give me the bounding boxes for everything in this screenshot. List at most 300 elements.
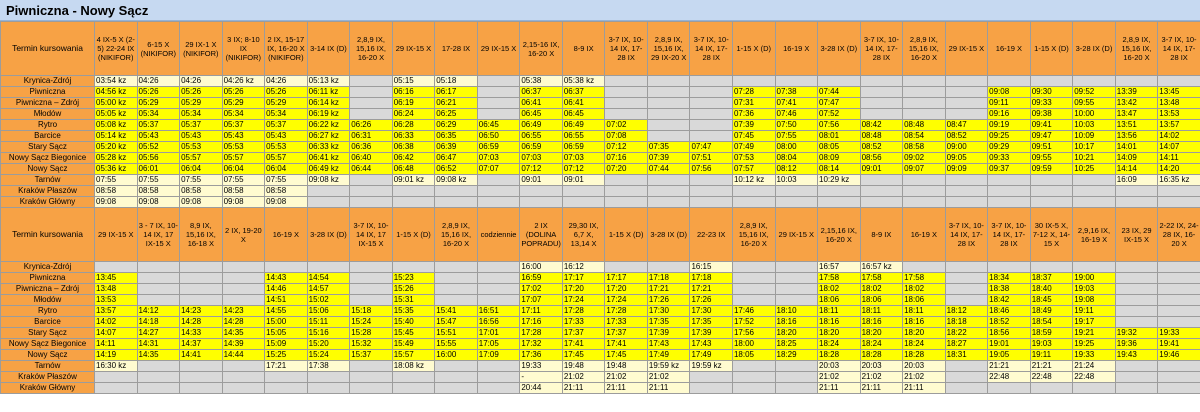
time-cell (435, 262, 478, 273)
time-cell (520, 197, 563, 208)
time-cell: 13:47 (1115, 109, 1158, 120)
time-cell: 09:08 kz (435, 175, 478, 186)
time-cell (647, 175, 690, 186)
time-cell: 06:33 (392, 131, 435, 142)
time-cell (520, 186, 563, 197)
time-cell (1158, 361, 1200, 372)
time-cell: 05:34 (180, 109, 223, 120)
time-cell (350, 273, 393, 284)
header-row (1, 208, 1200, 262)
time-cell: 09:08 (180, 197, 223, 208)
time-cell: 05:29 (222, 98, 265, 109)
time-cell: 17:49 (647, 350, 690, 361)
time-cell: 17:18 (690, 273, 733, 284)
time-cell: 17:24 (562, 295, 605, 306)
time-cell: 17:30 (647, 306, 690, 317)
time-cell (775, 273, 818, 284)
station-name: Młodów (1, 295, 95, 306)
column-header: 29 IX-15 X (95, 208, 138, 262)
time-cell (477, 273, 520, 284)
time-cell: 19:25 (1073, 339, 1116, 350)
column-header: 2 IX, 19-20 X (222, 208, 265, 262)
time-cell: 08:09 (818, 153, 861, 164)
time-cell: 07:38 (775, 87, 818, 98)
time-cell: 18:25 (775, 339, 818, 350)
time-cell: 15:25 (265, 350, 308, 361)
time-cell: 18:00 (732, 339, 775, 350)
time-cell: 17:09 (477, 350, 520, 361)
time-cell: 06:14 kz (307, 98, 350, 109)
time-cell: 19:17 (1073, 317, 1116, 328)
time-cell: 22:48 (1030, 372, 1073, 383)
time-cell (818, 197, 861, 208)
time-cell: 18:46 (988, 306, 1031, 317)
time-cell: 06:36 (350, 142, 393, 153)
time-cell: 16:00 (435, 350, 478, 361)
time-cell: 19:11 (1030, 350, 1073, 361)
time-cell: 16:15 (690, 262, 733, 273)
time-cell (307, 262, 350, 273)
time-cell: 05:34 (222, 109, 265, 120)
time-cell: 14:23 (180, 306, 223, 317)
time-cell: 14:51 (265, 295, 308, 306)
time-cell: 15:57 (392, 350, 435, 361)
time-cell: 17:35 (690, 317, 733, 328)
time-cell (180, 383, 223, 394)
time-cell: 09:51 (1030, 142, 1073, 153)
time-cell: 06:33 kz (307, 142, 350, 153)
station-name: Rytro (1, 120, 95, 131)
column-header: 2,8,9 IX, 15,16 IX, 16-20 X (1115, 22, 1158, 76)
time-cell: 17:41 (562, 339, 605, 350)
time-cell (477, 175, 520, 186)
time-cell: 08:58 (137, 186, 180, 197)
time-cell (392, 383, 435, 394)
time-cell (1030, 197, 1073, 208)
time-cell: 06:52 (435, 164, 478, 175)
time-cell: 05:08 kz (95, 120, 138, 131)
time-cell: 06:59 (520, 142, 563, 153)
time-cell: 18:05 (732, 350, 775, 361)
time-cell: 07:52 (818, 109, 861, 120)
time-cell: 09:08 (265, 197, 308, 208)
time-cell (265, 372, 308, 383)
time-cell: 07:20 (605, 164, 648, 175)
time-cell (350, 262, 393, 273)
station-name: Piwniczna (1, 87, 95, 98)
time-cell (690, 109, 733, 120)
time-cell: 06:29 (435, 120, 478, 131)
time-cell (647, 87, 690, 98)
time-cell: 15:45 (392, 328, 435, 339)
time-cell: 09:11 (988, 98, 1031, 109)
time-cell (350, 372, 393, 383)
time-cell: 08:12 (775, 164, 818, 175)
time-cell (988, 197, 1031, 208)
time-cell: 15:31 (392, 295, 435, 306)
time-cell: 14:41 (180, 350, 223, 361)
time-cell: 17:16 (520, 317, 563, 328)
time-cell (435, 273, 478, 284)
station-name: Barcice (1, 317, 95, 328)
time-cell: 07:12 (520, 164, 563, 175)
time-cell: 19:33 (1158, 328, 1200, 339)
time-cell (1115, 372, 1158, 383)
time-cell: 17:49 (690, 350, 733, 361)
time-cell (860, 175, 903, 186)
time-cell: 21:02 (860, 372, 903, 383)
time-cell (945, 383, 988, 394)
time-cell: 15:35 (392, 306, 435, 317)
time-cell (903, 175, 946, 186)
time-cell: 05:37 (222, 120, 265, 131)
time-cell (137, 284, 180, 295)
time-cell: 17:41 (605, 339, 648, 350)
time-cell (605, 87, 648, 98)
time-cell (180, 361, 223, 372)
time-cell (605, 175, 648, 186)
time-cell: 09:09 (945, 164, 988, 175)
time-cell (775, 361, 818, 372)
column-header: 3-7 IX, 10-14 IX, 17-28 IX (690, 22, 733, 76)
time-cell (477, 76, 520, 87)
time-cell (988, 262, 1031, 273)
time-cell: 17:38 (307, 361, 350, 372)
time-cell: 16:57 kz (860, 262, 903, 273)
time-cell (350, 175, 393, 186)
time-cell: 09:01 kz (392, 175, 435, 186)
time-cell: 10:12 kz (732, 175, 775, 186)
station-name: Piwniczna – Zdrój (1, 98, 95, 109)
time-cell: 15:18 (350, 306, 393, 317)
time-cell: 05:13 kz (307, 76, 350, 87)
time-cell: 06:50 (477, 131, 520, 142)
time-cell: 09:01 (520, 175, 563, 186)
time-cell: 14:31 (137, 339, 180, 350)
time-cell: 09:37 (988, 164, 1031, 175)
column-header: 2-22 IX, 24-28 IX, 16-20 X (1158, 208, 1200, 262)
time-cell: 07:08 (605, 131, 648, 142)
time-cell (392, 262, 435, 273)
time-cell: 19:33 (520, 361, 563, 372)
column-header: 3-7 IX, 10-14 IX, 17-28 IX (860, 22, 903, 76)
time-cell (647, 186, 690, 197)
column-header: 16-19 X (988, 22, 1031, 76)
time-cell: 17:58 (818, 273, 861, 284)
table-row (1, 131, 1200, 142)
time-cell: 15:51 (435, 328, 478, 339)
time-cell (1115, 186, 1158, 197)
time-cell: 17:58 (903, 273, 946, 284)
time-cell: 05:00 kz (95, 98, 138, 109)
time-cell: 07:39 (732, 120, 775, 131)
time-cell: - (520, 372, 563, 383)
time-cell: 04:26 (265, 76, 308, 87)
column-header: codziennie (477, 208, 520, 262)
time-cell: 14:37 (180, 339, 223, 350)
time-cell: 15:23 (392, 273, 435, 284)
time-cell (1158, 317, 1200, 328)
time-cell (95, 383, 138, 394)
time-cell: 21:02 (647, 372, 690, 383)
time-cell: 06:24 (392, 109, 435, 120)
time-cell: 13:39 (1115, 87, 1158, 98)
table-row (1, 273, 1200, 284)
time-cell: 07:12 (605, 142, 648, 153)
time-cell: 05:29 (180, 98, 223, 109)
time-cell: 06:49 kz (307, 164, 350, 175)
time-cell: 17:37 (562, 328, 605, 339)
time-cell (945, 361, 988, 372)
time-cell: 05:05 kz (95, 109, 138, 120)
time-cell: 07:07 (477, 164, 520, 175)
time-cell (860, 197, 903, 208)
time-cell: 07:51 (690, 153, 733, 164)
time-cell: 18:16 (860, 317, 903, 328)
table-row (1, 328, 1200, 339)
time-cell: 07:50 (775, 120, 818, 131)
time-cell (988, 383, 1031, 394)
time-cell: 05:18 (435, 76, 478, 87)
time-cell: 21:24 (1073, 361, 1116, 372)
time-cell: 07:55 (775, 131, 818, 142)
time-cell (1073, 76, 1116, 87)
time-cell (1115, 284, 1158, 295)
time-cell: 18:24 (903, 339, 946, 350)
column-header: 1-15 X (D) (392, 208, 435, 262)
station-name: Barcice (1, 131, 95, 142)
station-name: Krynica-Zdrój (1, 76, 95, 87)
time-cell (647, 131, 690, 142)
column-header: 3 - 7 IX, 10-14 IX, 17 IX-15 X (137, 208, 180, 262)
column-header: 29 IX-1 X (NIKIFOR) (180, 22, 223, 76)
column-header: 3-28 IX (D) (307, 208, 350, 262)
time-cell: 05:37 (137, 120, 180, 131)
time-cell (732, 372, 775, 383)
time-cell (945, 295, 988, 306)
time-cell: 17:37 (605, 328, 648, 339)
column-header: 1-15 X (D) (732, 22, 775, 76)
time-cell: 17:18 (647, 273, 690, 284)
time-cell: 18:56 (988, 328, 1031, 339)
time-cell (477, 262, 520, 273)
time-cell: 04:26 (180, 76, 223, 87)
time-cell: 17:46 (732, 306, 775, 317)
time-cell: 18:52 (988, 317, 1031, 328)
time-cell: 05:57 (180, 153, 223, 164)
table-row (1, 262, 1200, 273)
time-cell: 19:46 (1158, 350, 1200, 361)
time-cell (605, 186, 648, 197)
time-cell: 18:16 (903, 317, 946, 328)
time-cell: 09:01 (860, 164, 903, 175)
time-cell: 18:20 (818, 328, 861, 339)
table-row (1, 361, 1200, 372)
time-cell: 18:02 (903, 284, 946, 295)
time-cell: 14:23 (222, 306, 265, 317)
column-header: 2,15-16 IX, 16-20 X (520, 22, 563, 76)
time-cell: 06:59 (562, 142, 605, 153)
time-cell: 06:31 (350, 131, 393, 142)
time-cell: 14:09 (1115, 153, 1158, 164)
time-cell: 05:34 (265, 109, 308, 120)
time-cell: 05:38 (520, 76, 563, 87)
time-cell (647, 197, 690, 208)
time-cell: 06:47 (435, 153, 478, 164)
time-cell (605, 262, 648, 273)
time-cell: 07:55 (95, 175, 138, 186)
time-cell: 17:21 (690, 284, 733, 295)
time-cell: 04:26 kz (222, 76, 265, 87)
time-cell: 08:58 (180, 186, 223, 197)
time-cell: 07:28 (732, 87, 775, 98)
column-header: 16-19 X (775, 22, 818, 76)
time-cell (222, 361, 265, 372)
time-cell (860, 98, 903, 109)
time-cell: 05:34 (137, 109, 180, 120)
time-cell (775, 186, 818, 197)
time-cell: 15:47 (435, 317, 478, 328)
time-cell (690, 131, 733, 142)
time-cell (818, 186, 861, 197)
time-cell: 05:26 (222, 87, 265, 98)
time-cell: 14:43 (265, 273, 308, 284)
time-cell (690, 197, 733, 208)
column-header: 17-28 IX (435, 22, 478, 76)
column-header: 3-14 IX (D) (307, 22, 350, 76)
time-cell (1115, 306, 1158, 317)
time-cell: 14:07 (1158, 142, 1200, 153)
column-header: 3-7 IX, 10-14 IX, 17-28 IX (1158, 22, 1200, 76)
time-cell (1073, 383, 1116, 394)
time-cell: 18:12 (945, 306, 988, 317)
time-cell: 18:31 (945, 350, 988, 361)
column-header: 2,8,9 IX, 15,16 IX, 29 IX-20 X (647, 22, 690, 76)
time-cell (860, 76, 903, 87)
time-cell: 19:32 (1115, 328, 1158, 339)
time-cell: 05:26 (137, 87, 180, 98)
column-header: 8,9 IX, 15,16 IX, 16-18 X (180, 208, 223, 262)
time-cell: 18:20 (860, 328, 903, 339)
time-cell: 14:11 (1158, 153, 1200, 164)
time-cell: 09:02 (903, 153, 946, 164)
time-cell (350, 109, 393, 120)
table-row (1, 98, 1200, 109)
time-cell: 06:22 kz (307, 120, 350, 131)
time-cell: 08:58 (222, 186, 265, 197)
time-cell: 06:41 kz (307, 153, 350, 164)
time-cell: 07:57 (732, 164, 775, 175)
time-cell: 05:14 kz (95, 131, 138, 142)
time-cell (945, 284, 988, 295)
time-cell: 13:48 (1158, 98, 1200, 109)
time-cell: 09:16 (988, 109, 1031, 120)
time-cell: 17:45 (562, 350, 605, 361)
time-cell (605, 98, 648, 109)
time-cell (945, 87, 988, 98)
time-cell: 13:48 (95, 284, 138, 295)
time-cell (1073, 262, 1116, 273)
station-name: Rytro (1, 306, 95, 317)
time-cell: 14:07 (95, 328, 138, 339)
time-cell: 08:52 (945, 131, 988, 142)
time-cell (307, 383, 350, 394)
time-cell (435, 383, 478, 394)
time-cell (605, 76, 648, 87)
time-cell: 14:57 (307, 284, 350, 295)
time-cell: 15:24 (307, 350, 350, 361)
time-cell: 07:55 (137, 175, 180, 186)
time-cell (265, 383, 308, 394)
time-cell: 04:56 kz (95, 87, 138, 98)
time-cell: 15:05 (265, 328, 308, 339)
time-cell: 17:30 (690, 306, 733, 317)
time-cell: 18:11 (903, 306, 946, 317)
time-cell: 05:43 (222, 131, 265, 142)
table-row (1, 372, 1200, 383)
time-cell (690, 87, 733, 98)
time-cell (307, 197, 350, 208)
time-cell: 14:35 (222, 328, 265, 339)
time-cell: 19:05 (988, 350, 1031, 361)
column-header: 22-23 IX (690, 208, 733, 262)
time-cell: 07:44 (818, 87, 861, 98)
table-row (1, 306, 1200, 317)
column-header: 2,8,9 IX, 15,16 IX, 16-20 X (903, 22, 946, 76)
column-header: 4 IX-5 X (2-5) 22-24 IX (NIKIFOR) (95, 22, 138, 76)
time-cell (350, 186, 393, 197)
time-cell: 06:11 kz (307, 87, 350, 98)
time-cell (988, 76, 1031, 87)
time-cell: 06:35 (435, 131, 478, 142)
station-name: Nowy Sącz Biegonice (1, 339, 95, 350)
time-cell: 08:58 (265, 186, 308, 197)
time-cell (775, 383, 818, 394)
time-cell: 20:03 (818, 361, 861, 372)
time-cell: 19:43 (1115, 350, 1158, 361)
time-cell: 06:39 (435, 142, 478, 153)
time-cell: 09:33 (1030, 98, 1073, 109)
sheet-title (0, 0, 1200, 21)
time-cell: 09:08 (988, 87, 1031, 98)
time-cell: 09:59 (1030, 164, 1073, 175)
time-cell: 07:03 (477, 153, 520, 164)
time-cell: 07:49 (732, 142, 775, 153)
time-cell: 16:30 kz (95, 361, 138, 372)
station-name: Nowy Sącz (1, 164, 95, 175)
time-cell: 13:53 (95, 295, 138, 306)
time-cell: 09:29 (988, 142, 1031, 153)
time-cell: 06:55 (562, 131, 605, 142)
time-cell: 09:55 (1073, 98, 1116, 109)
column-header: 29 IX-15 X (945, 22, 988, 76)
time-cell (477, 98, 520, 109)
time-cell: 07:39 (647, 153, 690, 164)
time-cell (392, 186, 435, 197)
time-cell: 17:26 (647, 295, 690, 306)
time-cell (1158, 262, 1200, 273)
time-cell: 17:35 (647, 317, 690, 328)
time-cell: 15:32 (350, 339, 393, 350)
station-name: Młodów (1, 109, 95, 120)
time-cell: 16:56 (477, 317, 520, 328)
time-cell: 16:59 (520, 273, 563, 284)
time-cell: 06:19 kz (307, 109, 350, 120)
time-cell: 14:01 (1115, 142, 1158, 153)
time-cell: 17:17 (605, 273, 648, 284)
time-cell: 06:04 (222, 164, 265, 175)
time-cell (137, 383, 180, 394)
